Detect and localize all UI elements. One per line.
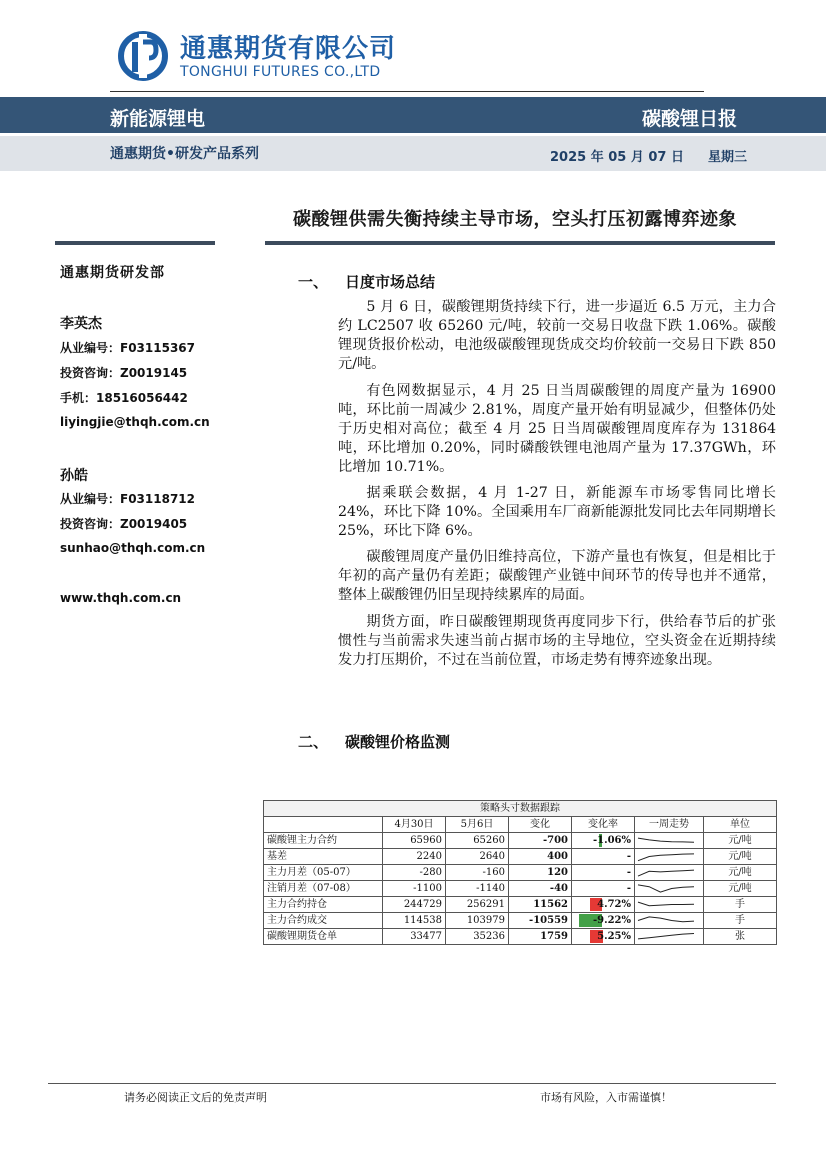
- analyst-consult-id: 投资咨询：Z0019145: [60, 366, 188, 380]
- unit: 元/吨: [704, 849, 777, 865]
- row-name: 碳酸锂期货仓单: [264, 929, 383, 945]
- row-name: 基差: [264, 849, 383, 865]
- footer-divider: [48, 1083, 776, 1084]
- report-series: 通惠期货•研发产品系列: [110, 146, 259, 162]
- column-header: 单位: [704, 817, 777, 833]
- column-header: 变化: [509, 817, 572, 833]
- report-weekday: 星期三: [708, 150, 748, 165]
- company-name-en: TONGHUI FUTURES CO.,LTD: [180, 64, 381, 80]
- change-rate-label: -: [626, 867, 631, 878]
- row-name: 碳酸锂主力合约: [264, 833, 383, 849]
- value-may6: -160: [446, 865, 509, 881]
- value-change: 400: [509, 849, 572, 865]
- paragraph: 碳酸锂周度产量仍旧维持高位，下游产量也有恢复，但是相比于年初的高产量仍有差距；碳酸锂产业链中间环节的传导也并不通常，整体上碳酸锂仍旧呈现持续累库的局面。: [338, 549, 776, 603]
- value-apr30: 244729: [383, 897, 446, 913]
- analyst-email[interactable]: liyingjie@thqh.com.cn: [60, 415, 210, 429]
- change-rate-label: -1.06%: [592, 835, 631, 846]
- column-header: [264, 817, 383, 833]
- research-dept: 通惠期货研发部: [60, 265, 165, 281]
- value-change-rate: [572, 833, 635, 849]
- table-row: [264, 897, 777, 913]
- analyst-license: 从业编号：F03115367: [60, 341, 195, 355]
- value-apr30: 33477: [383, 929, 446, 945]
- weekly-trend-sparkline: [635, 849, 704, 865]
- analyst-license: 从业编号：F03118712: [60, 492, 195, 506]
- unit: 元/吨: [704, 833, 777, 849]
- table-row: [264, 833, 777, 849]
- weekly-trend-sparkline: [635, 929, 704, 945]
- company-name-cn: 通惠期货有限公司: [180, 34, 397, 64]
- unit: 手: [704, 897, 777, 913]
- value-may6: -1140: [446, 881, 509, 897]
- paragraph: 5 月 6 日，碳酸锂期货持续下行，进一步逼近 6.5 万元，主力合约 LC2507 收 65260 元/吨，较前一交易日收盘下跌 1.06%。碳酸锂现货报价松动，电池级碳酸锂现货成交均价较前一交易日下跌 850 元/吨。: [338, 299, 776, 372]
- analyst-email[interactable]: sunhao@thqh.com.cn: [60, 541, 206, 555]
- weekly-trend-sparkline: [635, 833, 704, 849]
- analyst-name: 孙皓: [60, 468, 88, 484]
- report-type: 碳酸锂日报: [642, 108, 738, 130]
- section-number: 二、: [298, 733, 329, 751]
- column-header: 4月30日: [383, 817, 446, 833]
- weekly-trend-sparkline: [635, 913, 704, 929]
- row-name: 主力合约持仓: [264, 897, 383, 913]
- main-rule: [265, 241, 775, 245]
- sidebar-rule: [55, 241, 215, 245]
- value-apr30: -1100: [383, 881, 446, 897]
- value-change-rate: [572, 849, 635, 865]
- paragraph: 有色网数据显示，4 月 25 日当周碳酸锂的周度产量为 16900 吨，环比前一周减少 2.81%，周度产量开始有明显减少，但整体仍处于历史相对高位；截至 4 月 25 日当周碳酸锂周度库存为 131864 吨，环比增加 0.20%，同时磷酸铁锂电池周产量为 17.37GWh，环比增加 10.71%。: [338, 383, 776, 475]
- table-row: [264, 929, 777, 945]
- disclaimer-note: 请务必阅读正文后的免责声明: [124, 1091, 267, 1104]
- value-apr30: -280: [383, 865, 446, 881]
- weekly-trend-sparkline: [635, 865, 704, 881]
- weekly-trend-sparkline: [635, 881, 704, 897]
- company-logo-icon: [118, 28, 168, 84]
- value-apr30: 114538: [383, 913, 446, 929]
- change-rate-label: 4.72%: [597, 899, 631, 910]
- value-change-rate: [572, 865, 635, 881]
- analyst-phone: 手机：18516056442: [60, 391, 188, 405]
- section-number: 一、: [298, 273, 329, 291]
- table-row: [264, 865, 777, 881]
- change-rate-label: -9.22%: [592, 915, 631, 926]
- report-headline: 碳酸锂供需失衡持续主导市场，空头打压初露博弈迹象: [293, 209, 737, 230]
- analyst-consult-id: 投资咨询：Z0019405: [60, 517, 188, 531]
- value-change: 1759: [509, 929, 572, 945]
- table-row: [264, 849, 777, 865]
- column-header: 一周走势: [635, 817, 704, 833]
- table-row: [264, 913, 777, 929]
- value-apr30: 2240: [383, 849, 446, 865]
- table-row: [264, 881, 777, 897]
- weekly-trend-sparkline: [635, 897, 704, 913]
- risk-warning: 市场有风险，入市需谨慎！: [540, 1091, 672, 1104]
- title-band-separator: [0, 133, 826, 136]
- value-change: -700: [509, 833, 572, 849]
- change-rate-label: -: [626, 883, 631, 894]
- value-apr30: 65960: [383, 833, 446, 849]
- column-header: 5月6日: [446, 817, 509, 833]
- section-title: 日度市场总结: [345, 273, 436, 291]
- price-monitor-table: [263, 800, 777, 945]
- value-change: 120: [509, 865, 572, 881]
- row-name: 注销月差（07-08）: [264, 881, 383, 897]
- unit: 手: [704, 913, 777, 929]
- value-may6: 256291: [446, 897, 509, 913]
- report-date: 2025 年 05 月 07 日: [550, 150, 684, 165]
- value-may6: 2640: [446, 849, 509, 865]
- analyst-name: 李英杰: [60, 316, 102, 332]
- unit: 元/吨: [704, 865, 777, 881]
- unit: 元/吨: [704, 881, 777, 897]
- table-header-row: [264, 817, 777, 833]
- value-change: -40: [509, 881, 572, 897]
- change-rate-label: -: [626, 851, 631, 862]
- value-change: 11562: [509, 897, 572, 913]
- value-change-rate: [572, 881, 635, 897]
- website-link[interactable]: www.thqh.com.cn: [60, 591, 182, 605]
- value-change: -10559: [509, 913, 572, 929]
- value-change-rate: [572, 897, 635, 913]
- row-name: 主力合约成交: [264, 913, 383, 929]
- column-header: 变化率: [572, 817, 635, 833]
- report-category: 新能源锂电: [110, 108, 206, 130]
- value-may6: 35236: [446, 929, 509, 945]
- paragraph: 据乘联会数据，4 月 1-27 日，新能源车市场零售同比增长 24%，环比下降 10%。全国乘用车厂商新能源批发同比去年同期增长 25%，环比下降 6%。: [338, 485, 776, 539]
- header-divider: [110, 91, 704, 92]
- value-may6: 65260: [446, 833, 509, 849]
- value-change-rate: [572, 913, 635, 929]
- section-title: 碳酸锂价格监测: [345, 733, 451, 751]
- value-may6: 103979: [446, 913, 509, 929]
- table-caption: 策略头寸数据跟踪: [264, 801, 777, 817]
- change-rate-label: 5.25%: [597, 931, 631, 942]
- row-name: 主力月差（05-07）: [264, 865, 383, 881]
- value-change-rate: [572, 929, 635, 945]
- unit: 张: [704, 929, 777, 945]
- paragraph: 期货方面，昨日碳酸锂期现货再度同步下行，供给春节后的扩张惯性与当前需求失速当前占据市场的主导地位，空头资金在近期持续发力打压期价，不过在当前位置，市场走势有博弈迹象出现。: [338, 614, 776, 668]
